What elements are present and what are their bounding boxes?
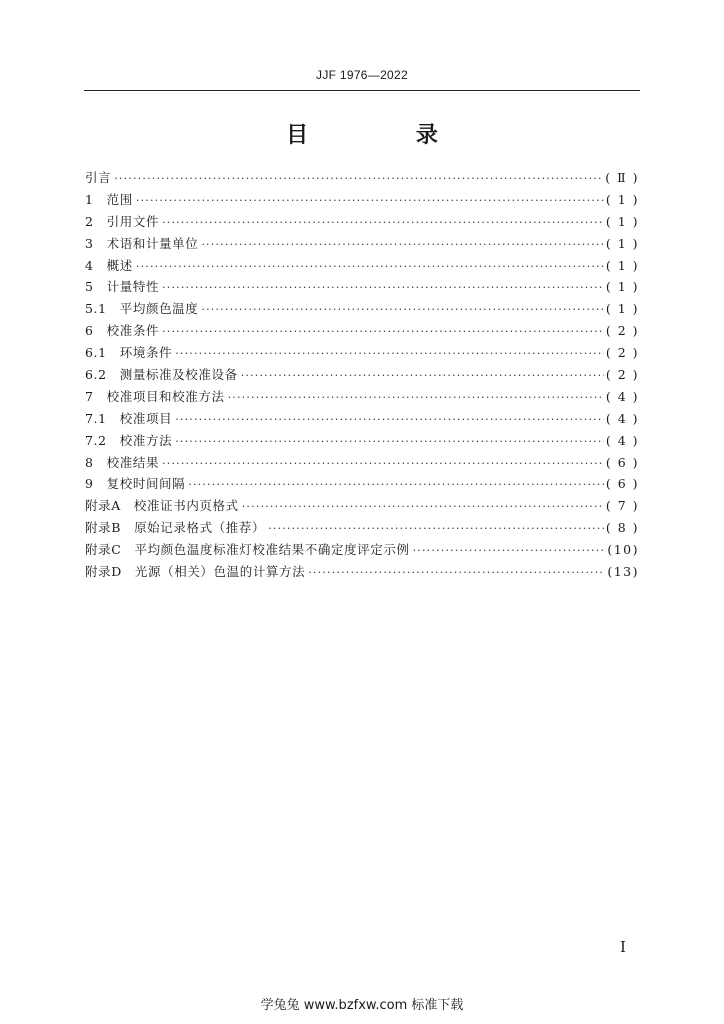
toc-leader-dots [162,457,604,470]
toc-leader-dots [201,238,603,251]
toc-leader-dots [188,478,604,491]
toc-entry[interactable] [85,453,639,475]
toc-leader-dots [175,413,604,426]
toc-leader-dots [241,369,604,382]
toc-entry-page: ( 2 ) [605,345,639,361]
source-watermark: 学兔兔 www.bzfxw.com 标准下载 [260,998,464,1013]
toc-entry[interactable] [85,409,639,431]
toc-entry-page: (13) [607,564,639,580]
toc-leader-dots [136,260,604,273]
toc-entry-label: 6.2 测量标准及校准设备 [85,367,238,383]
toc-entry[interactable] [85,431,639,453]
toc-entry-page: ( 4 ) [605,388,639,404]
toc-entry-page: ( 1 ) [605,257,639,273]
toc-entry-page: ( 2 ) [605,323,639,339]
toc-entry-label: 7.2 校准方法 [85,432,173,448]
toc-leader-dots [201,303,603,316]
toc-entry[interactable] [85,190,639,212]
toc-entry-page: (10) [607,542,639,558]
toc-entry-page: ( 1 ) [605,301,639,317]
toc-entry-label: 7 校准项目和校准方法 [85,388,225,404]
toc-entry-page: ( 1 ) [605,279,639,295]
toc-entry[interactable] [85,212,639,234]
toc-entry-label: 附录C 平均颜色温度标准灯校准结果不确定度评定示例 [85,542,410,558]
toc-entry[interactable] [85,496,639,518]
toc-leader-dots [136,194,604,207]
toc-entry[interactable] [85,321,639,343]
toc-entry-page: ( 4 ) [605,410,639,426]
toc-leader-dots [162,216,604,229]
toc-entry-page: ( 6 ) [605,454,639,470]
header-rule [84,90,640,91]
toc-leader-dots [308,566,605,579]
toc-leader-dots [175,435,604,448]
toc-entry-page: ( 7 ) [605,498,639,514]
toc-entry-page: ( Ⅱ ) [605,170,639,185]
toc-entry[interactable] [85,234,639,256]
toc-entry-page: ( 6 ) [605,476,639,492]
toc-leader-dots [242,500,604,513]
toc-entry-label: 5 计量特性 [85,279,160,295]
toc-entry[interactable] [85,387,639,409]
toc-entry[interactable] [85,365,639,387]
toc-entry-label: 9 复校时间间隔 [85,476,186,492]
page-number: I [620,938,626,956]
toc-entry-page: ( 1 ) [605,235,639,251]
toc-entry-label: 4 概述 [85,257,133,273]
toc-leader-dots [162,281,604,294]
toc-leader-dots [114,172,603,185]
toc-entry-page: ( 2 ) [605,367,639,383]
toc-leader-dots [413,544,606,557]
toc-entry-label: 5.1 平均颜色温度 [85,301,199,317]
toc-entry-label: 6.1 环境条件 [85,345,173,361]
toc-entry-label: 7.1 校准项目 [85,410,173,426]
toc-entry[interactable] [85,277,639,299]
toc-leader-dots [175,347,604,360]
toc-entry[interactable] [85,343,639,365]
table-of-contents [85,168,639,584]
toc-entry-label: 附录A 校准证书内页格式 [85,498,239,514]
toc-entry[interactable] [85,518,639,540]
toc-entry-page: ( 1 ) [605,213,639,229]
toc-entry-label: 8 校准结果 [85,454,160,470]
document-code-header: JJF 1976—2022 [316,68,408,82]
toc-leader-dots [162,325,604,338]
toc-entry-label: 附录B 原始记录格式（推荐） [85,520,266,536]
toc-entry[interactable] [85,299,639,321]
toc-entry[interactable] [85,474,639,496]
toc-entry[interactable] [85,540,639,562]
toc-leader-dots [228,391,604,404]
toc-entry-label: 1 范围 [85,191,133,207]
toc-entry[interactable] [85,562,639,584]
toc-entry-page: ( 8 ) [605,520,639,536]
toc-entry-label: 附录D 光源（相关）色温的计算方法 [85,564,306,580]
toc-entry[interactable] [85,256,639,278]
toc-leader-dots [268,522,604,535]
toc-entry-label: 2 引用文件 [85,213,160,229]
toc-entry-page: ( 1 ) [605,191,639,207]
toc-entry-label: 引言 [85,170,112,185]
toc-entry-label: 3 术语和计量单位 [85,235,199,251]
toc-entry-page: ( 4 ) [605,432,639,448]
page-title: 目 录 [286,123,488,148]
toc-entry-label: 6 校准条件 [85,323,160,339]
toc-entry[interactable] [85,168,639,190]
